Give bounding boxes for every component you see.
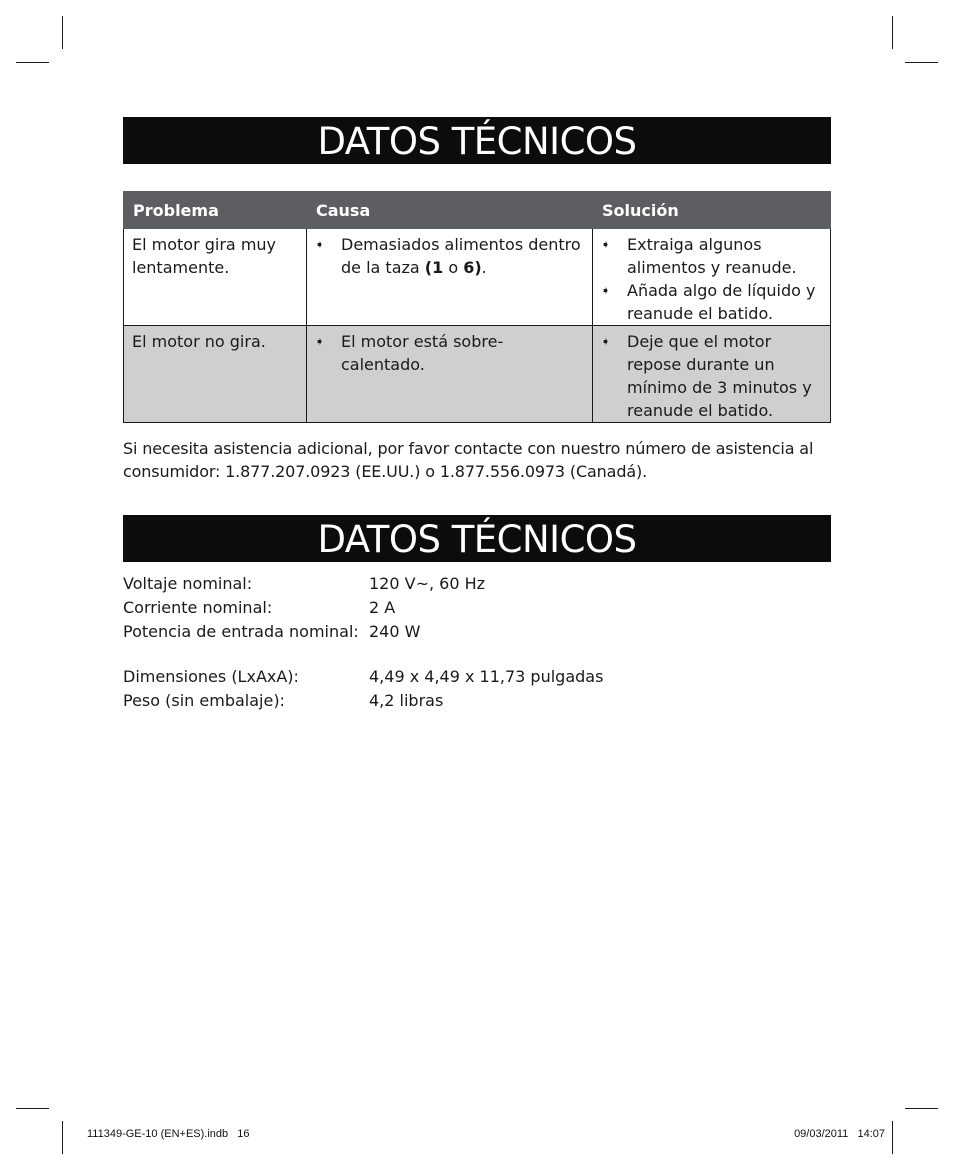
header-cause: Causa	[307, 192, 593, 229]
crop-mark	[892, 16, 893, 49]
problem-cell: El motor no gira.	[124, 326, 307, 423]
list-item: ➧ Añada algo de líquido y reanude el batido.	[601, 281, 816, 323]
spec-list-physical	[123, 665, 603, 713]
arrow-bullet-icon: ➧	[315, 238, 325, 251]
list-item: ➧ Demasiados alimentos dentro de la taza (1 o 6).	[315, 235, 581, 277]
assistance-paragraph: Si necesita asistencia adicional, por favor contacte con nuestro número de asistencia al consumidor: 1.877.207.0923 (EE.UU.) o 1.877.556.0973 (Canadá).	[123, 439, 814, 481]
cause-cell	[307, 326, 593, 423]
crop-mark	[62, 1121, 63, 1154]
arrow-bullet-icon: ➧	[601, 335, 611, 348]
footer-timestamp: 09/03/2011 14:07	[794, 1128, 885, 1140]
header-problem: Problema	[124, 192, 307, 229]
cause-cell	[307, 229, 593, 326]
section-title-specifications: DATOS TÉCNICOS	[123, 515, 831, 562]
list-item: ➧ Deje que el motor repose durante un mínimo de 3 minutos y reanude el batido.	[601, 332, 812, 420]
crop-mark	[16, 1108, 49, 1109]
spec-label: Peso (sin embalaje):	[123, 691, 285, 710]
spec-label: Voltaje nominal:	[123, 574, 253, 593]
troubleshooting-table	[123, 191, 831, 423]
crop-mark	[16, 62, 49, 63]
arrow-bullet-icon: ➧	[601, 238, 611, 251]
spec-row	[123, 689, 603, 713]
table-header-row	[124, 192, 831, 229]
spec-value: 4,2 libras	[369, 691, 444, 710]
list-item: ➧ El motor está sobre-calentado.	[315, 332, 504, 374]
crop-mark	[62, 16, 63, 49]
footer-file-name: 111349-GE-10 (EN+ES).indb 16	[87, 1128, 250, 1140]
spec-label: Potencia de entrada nominal:	[123, 622, 359, 641]
crop-mark	[892, 1121, 893, 1154]
spec-row	[123, 572, 485, 596]
arrow-bullet-icon: ➧	[315, 335, 325, 348]
spec-label: Dimensiones (LxAxA):	[123, 667, 299, 686]
section-title-troubleshooting: DATOS TÉCNICOS	[123, 117, 831, 164]
spec-row	[123, 596, 485, 620]
spec-value: 2 A	[369, 598, 396, 617]
spec-row	[123, 665, 603, 689]
spec-list-electrical	[123, 572, 485, 644]
crop-mark	[905, 62, 938, 63]
arrow-bullet-icon: ➧	[601, 284, 611, 297]
list-item: ➧ Extraiga algunos alimentos y reanude.	[601, 235, 797, 277]
problem-cell: El motor gira muy lentamente.	[124, 229, 307, 326]
spec-label: Corriente nominal:	[123, 598, 273, 617]
table-row	[124, 229, 831, 326]
table-row	[124, 326, 831, 423]
crop-mark	[905, 1108, 938, 1109]
solution-cell	[593, 229, 831, 326]
solution-cell	[593, 326, 831, 423]
spec-value: 120 V~, 60 Hz	[369, 574, 486, 593]
header-solution: Solución	[593, 192, 831, 229]
spec-row	[123, 620, 485, 644]
spec-value: 4,49 x 4,49 x 11,73 pulgadas	[369, 667, 604, 686]
spec-value: 240 W	[369, 622, 421, 641]
